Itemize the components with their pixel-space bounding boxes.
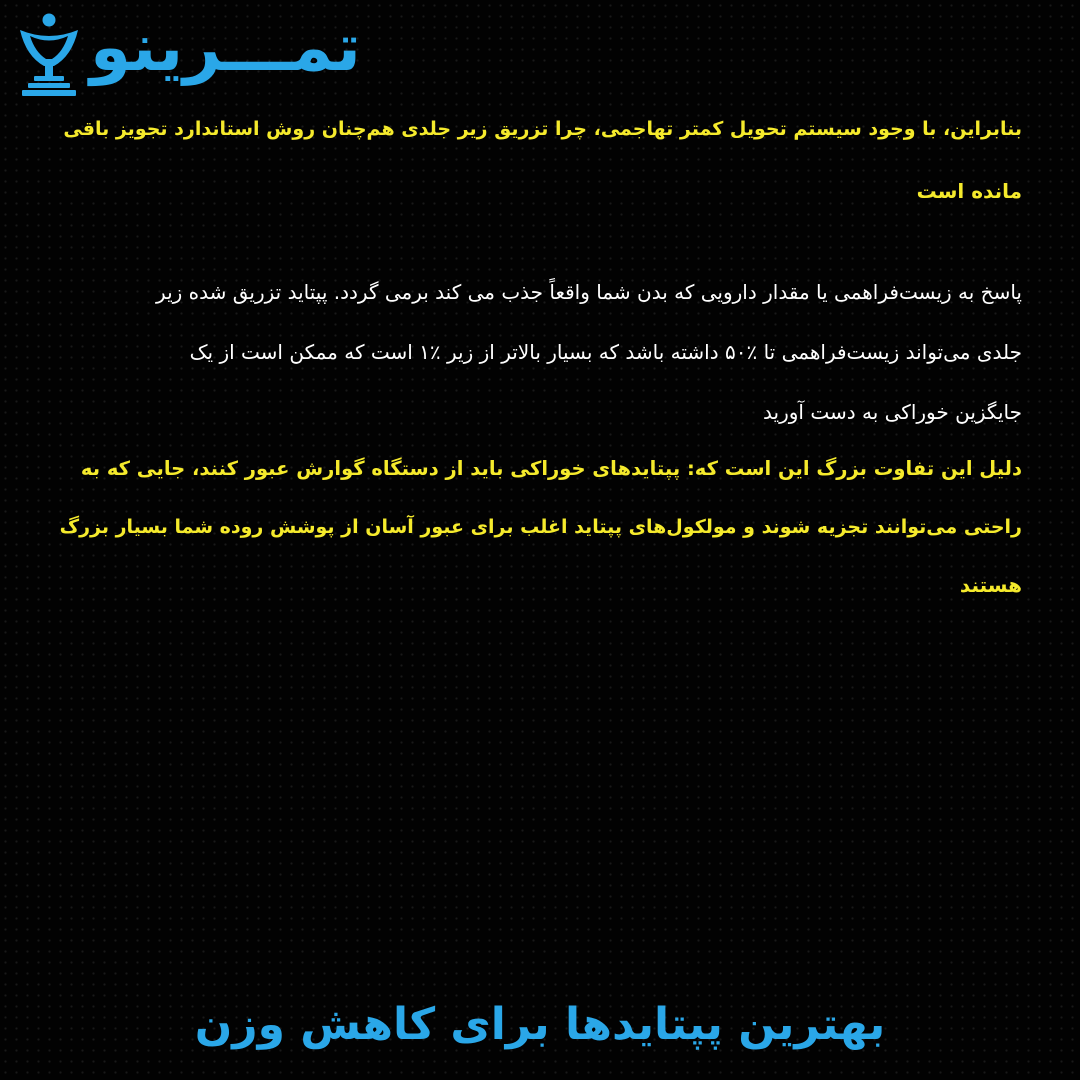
reason-paragraph <box>58 440 1022 614</box>
answer-paragraph <box>58 262 1022 442</box>
text-line: مانده است <box>916 179 1022 203</box>
text-line: دلیل این تفاوت بزرگ این است که: پپتایدهای خوراکی باید از دستگاه گوارش عبور کنند، جایی که به <box>80 457 1022 480</box>
brand-wordmark: تمـــرینو <box>90 9 361 86</box>
text-line: جایگزین خوراکی به دست آورید <box>763 400 1022 424</box>
chalice-podium-icon <box>16 12 82 100</box>
text-line: هستند <box>959 573 1022 597</box>
question-paragraph <box>58 98 1022 222</box>
text-line: راحتی می‌توانند تجزیه شوند و مولکول‌های پپتاید اغلب برای عبور آسان از پوشش روده شما بسیار بزرگ <box>59 516 1022 538</box>
text-line: پاسخ به زیست‌فراهمی یا مقدار دارویی که بدن شما واقعاً جذب می کند برمی گردد. پپتاید تزریق شده زیر <box>156 280 1022 304</box>
text-line: جلدی می‌تواند زیست‌فراهمی تا ٪۵۰ داشته باشد که بسیار بالاتر از زیر ٪۱ است که ممکن است از یک <box>189 340 1022 364</box>
brand-logo <box>16 8 446 100</box>
text-line: بنابراین، با وجود سیستم تحویل کمتر تهاجمی، چرا تزریق زیر جلدی هم‌چنان روش استاندارد تجویز باقی <box>63 118 1022 140</box>
footer-title: بهترین پپتایدها برای کاهش وزن <box>194 999 886 1050</box>
